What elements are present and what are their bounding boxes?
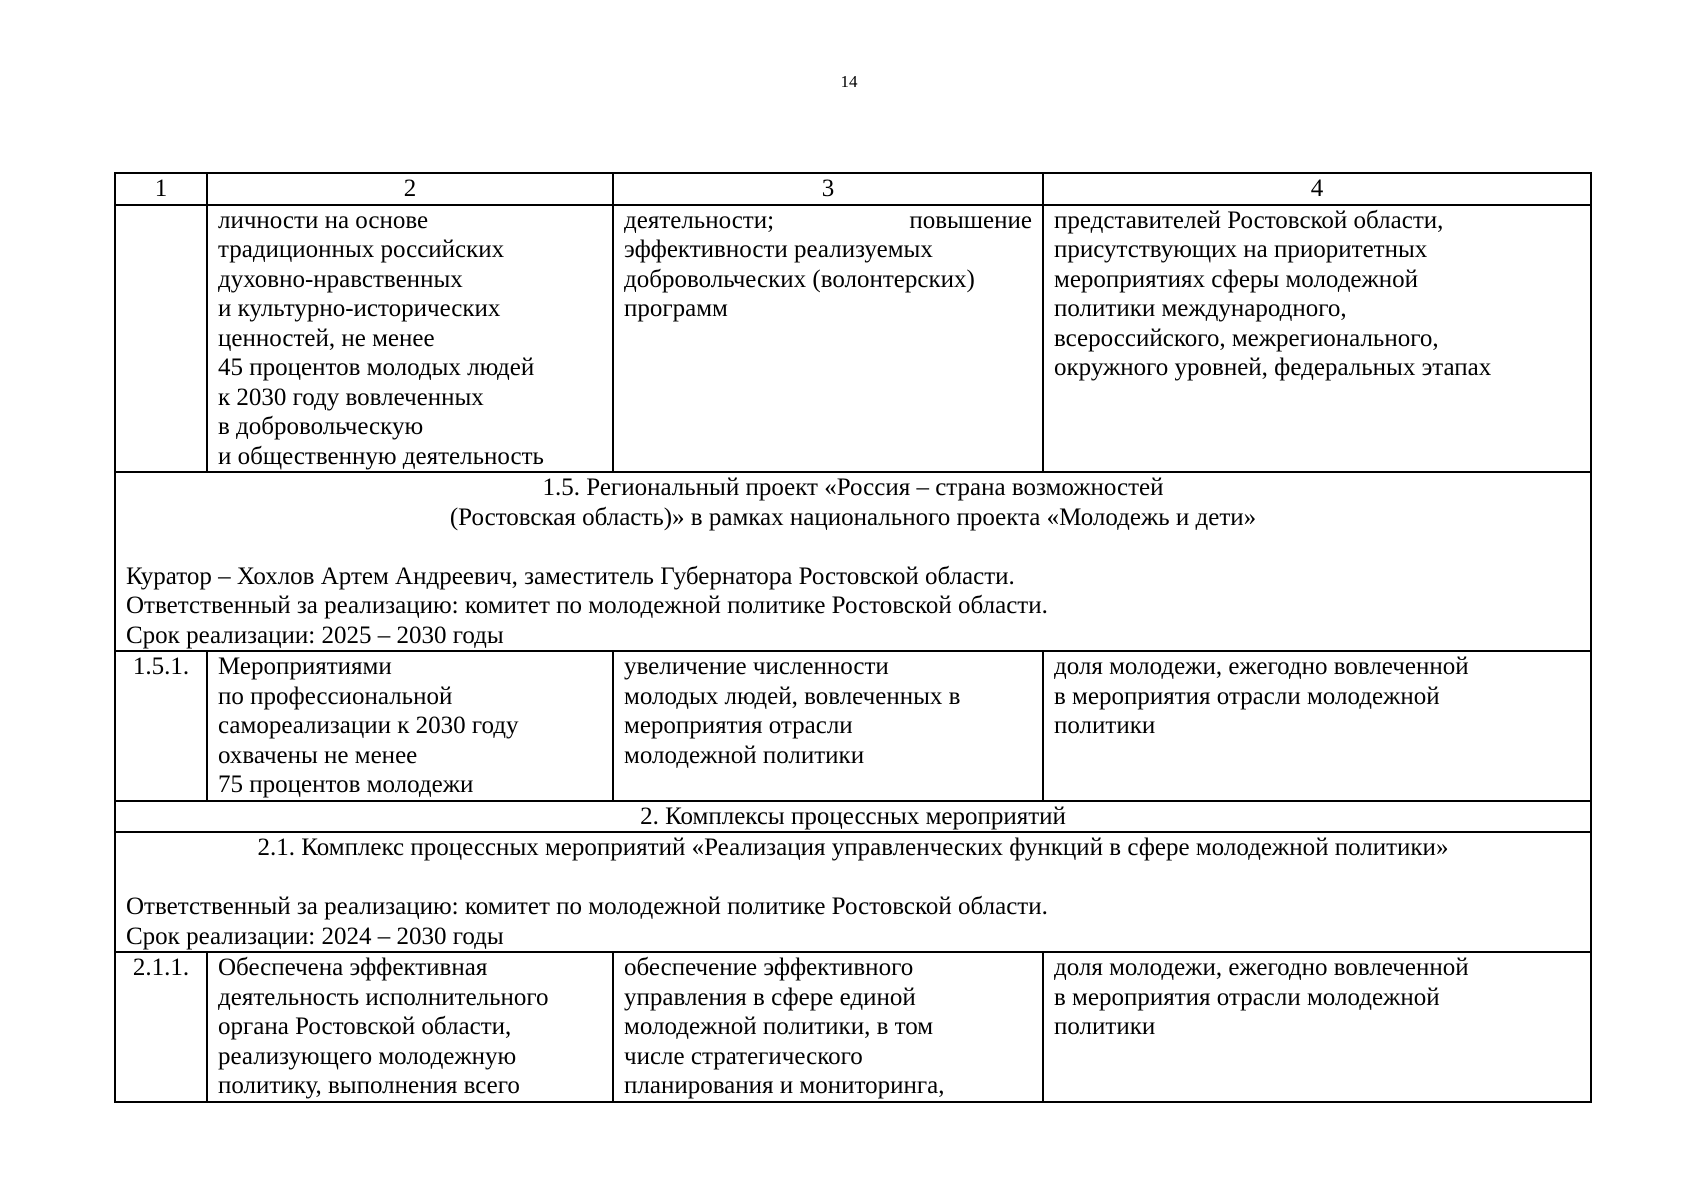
cell-word: повышение	[909, 206, 1032, 234]
cell-line: органа Ростовской области,	[218, 1013, 512, 1040]
section-responsible: Ответственный за реализацию: комитет по молодежной политике Ростовской области.	[126, 893, 1048, 920]
table-row	[115, 952, 1591, 1102]
cell-line: обеспечение эффективного	[624, 954, 914, 981]
goals-table	[114, 172, 1592, 1103]
cell-line: числе стратегического	[624, 1042, 863, 1070]
column-header: 3	[613, 173, 1043, 205]
cell-line: личности на основе	[218, 206, 429, 234]
cell-line: самореализации к 2030 году	[218, 712, 519, 739]
cell-line: охвачены не менее	[218, 741, 418, 769]
cell-line: увеличение численности	[624, 653, 889, 680]
cell-line: в мероприятия отрасли молодежной	[1054, 682, 1440, 710]
cell-line: молодежной политики, в том	[624, 1013, 934, 1040]
section-1-5	[115, 472, 1591, 651]
cell-line: и культурно-исторических	[218, 295, 501, 322]
table-row	[115, 651, 1591, 801]
indicator-cell	[1043, 952, 1591, 1102]
cell-line: политики	[1054, 712, 1156, 739]
section-title: 1.5. Региональный проект «Россия – страна возможностей	[542, 474, 1164, 501]
cell-line: по профессиональной	[218, 682, 453, 710]
task-cell	[207, 205, 613, 473]
cell-line: политики	[1054, 1013, 1156, 1040]
cell-word: деятельности;	[624, 206, 775, 234]
cell-line: политику, выполнения всего	[218, 1072, 520, 1099]
cell-line: духовно-нравственных	[218, 265, 463, 293]
effect-cell	[613, 952, 1043, 1102]
cell-line: добровольческих (волонтерских)	[624, 265, 975, 293]
task-cell	[207, 651, 613, 801]
cell-line: всероссийского, межрегионального,	[1054, 324, 1439, 352]
section-row	[115, 801, 1591, 833]
section-period: Срок реализации: 2025 – 2030 годы	[126, 621, 504, 649]
section-curator: Куратор – Хохлов Артем Андреевич, заместитель Губернатора Ростовской области.	[126, 562, 1015, 590]
section-row	[115, 832, 1591, 952]
cell-line: реализующего молодежную	[218, 1042, 517, 1070]
cell-line	[624, 206, 1032, 236]
column-header: 1	[115, 173, 207, 205]
cell-line: деятельность исполнительного	[218, 983, 549, 1011]
cell-line: традиционных российских	[218, 236, 505, 263]
section-title: 2.1. Комплекс процессных мероприятий «Реализация управленческих функций в сфере молодежной политики»	[257, 834, 1449, 861]
cell-line: эффективности реализуемых	[624, 236, 933, 263]
column-header: 4	[1043, 173, 1591, 205]
cell-line: доля молодежи, ежегодно вовлеченной	[1054, 653, 1469, 680]
cell-line: Мероприятиями	[218, 653, 392, 680]
row-number	[115, 205, 207, 473]
spacer	[126, 532, 1580, 562]
indicator-cell	[1043, 651, 1591, 801]
section-period: Срок реализации: 2024 – 2030 годы	[126, 922, 504, 950]
cell-line: молодежной политики	[624, 741, 865, 769]
cell-line: доля молодежи, ежегодно вовлеченной	[1054, 954, 1469, 981]
cell-line: политики международного,	[1054, 295, 1347, 322]
table-row	[115, 205, 1591, 473]
cell-line: 45 процентов молодых людей	[218, 354, 535, 381]
cell-line: программ	[624, 295, 728, 322]
task-cell	[207, 952, 613, 1102]
cell-line: мероприятиях сферы молодежной	[1054, 265, 1419, 293]
cell-line: и общественную деятельность	[218, 442, 544, 470]
cell-line: в добровольческую	[218, 413, 424, 440]
cell-line: к 2030 году вовлеченных	[218, 383, 484, 411]
section-2-1	[115, 832, 1591, 952]
section-responsible: Ответственный за реализацию: комитет по молодежной политике Ростовской области.	[126, 592, 1048, 619]
page-number: 14	[840, 72, 858, 91]
cell-line: представителей Ростовской области,	[1054, 206, 1444, 234]
cell-line: окружного уровней, федеральных этапах	[1054, 354, 1492, 381]
cell-line: в мероприятия отрасли молодежной	[1054, 983, 1440, 1011]
section-row	[115, 472, 1591, 651]
cell-line: присутствующих на приоритетных	[1054, 236, 1428, 263]
table-header-row	[115, 173, 1591, 205]
cell-line: молодых людей, вовлеченных в	[624, 682, 961, 710]
row-number: 2.1.1.	[115, 952, 207, 1102]
spacer	[126, 863, 1580, 893]
cell-line: управления в сфере единой	[624, 983, 916, 1011]
cell-line: Обеспечена эффективная	[218, 954, 488, 981]
section-title: (Ростовская область)» в рамках национального проекта «Молодежь и дети»	[449, 503, 1257, 531]
indicator-cell	[1043, 205, 1591, 473]
column-header: 2	[207, 173, 613, 205]
row-number: 1.5.1.	[115, 651, 207, 801]
effect-cell	[613, 651, 1043, 801]
effect-cell	[613, 205, 1043, 473]
section-title: 2. Комплексы процессных мероприятий	[640, 802, 1066, 830]
cell-line: 75 процентов молодежи	[218, 771, 474, 798]
cell-line: планирования и мониторинга,	[624, 1072, 945, 1099]
section-2	[115, 801, 1591, 833]
cell-line: ценностей, не менее	[218, 324, 435, 352]
cell-line: мероприятия отрасли	[624, 712, 853, 739]
